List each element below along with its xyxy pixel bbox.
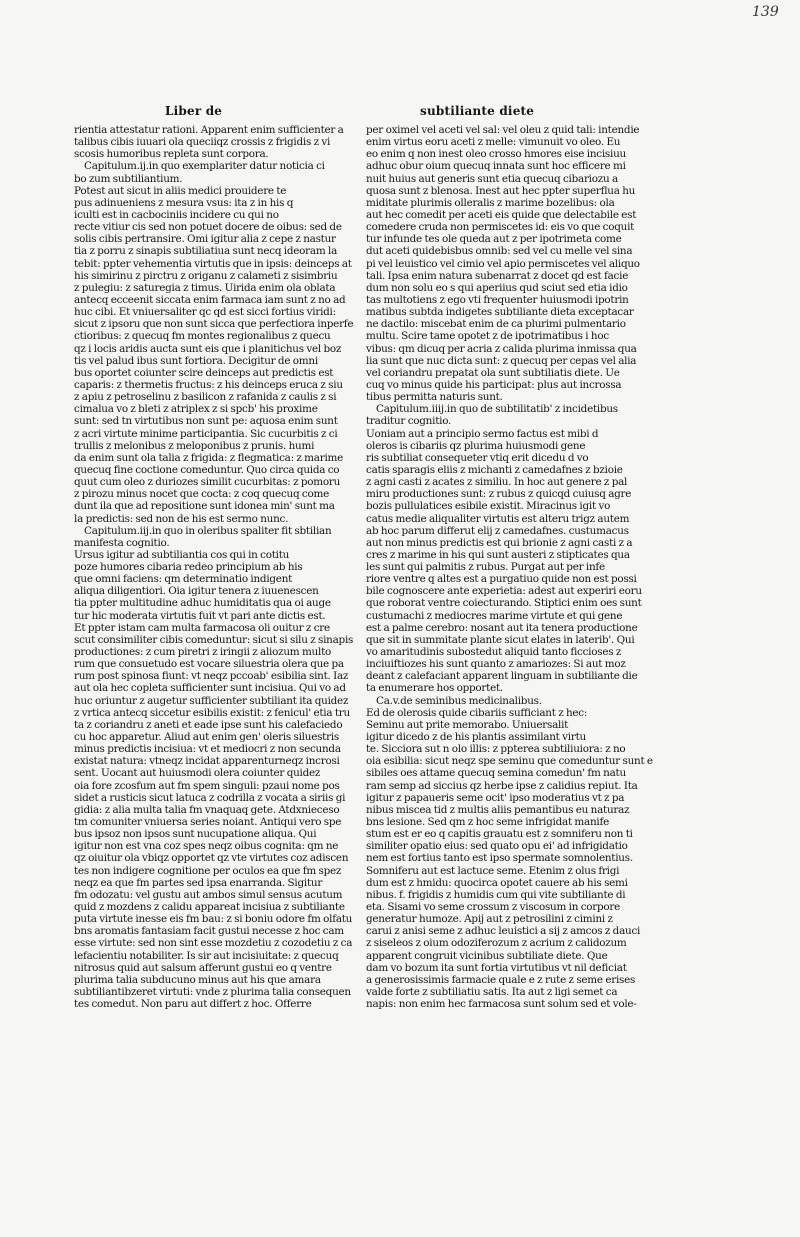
text-line: huc oriuntur z augetur sufficienter subtiliant ita quidez [74,694,349,707]
text-line: trullis z melonibus z meloponibus z prunis. humi [74,439,315,452]
text-line: cimalua vo z bleti z atriplex z si spcb' his proxime [74,403,318,416]
text-line: riore ventre q altes est a purgatiuo quide non est possi [366,573,637,586]
text-line: lefacientiu notabiliter. Is sir aut incisiuitate: z quecuq [74,949,339,962]
text-line: nibus. f. frigidis z humidis cum qui vite subtiliante di [366,888,626,901]
text-line: Capitulum.ij.in quo exemplariter datur noticia ci [84,160,325,173]
text-line: scosis humoribus repleta sunt corpora. [74,148,269,161]
text-line: miru productiones sunt: z rubus z quicqd cuiusq agre [366,488,632,501]
text-line: sunt: sed tn virtutibus non sunt pe: aquosa enim sunt [74,415,338,428]
text-line: a generosissimis farmacie quale e z rute z seme erises [366,973,636,986]
text-line: da enim sunt ola talia z frigida: z flegmatica: z marime [74,451,344,464]
text-line: bo zum subtiliantium. [74,172,183,185]
text-line: Ca.v.de seminibus medicinalibus. [376,694,542,707]
text-line: cu hoc apparetur. Aliud aut enim gen' oleris siluestris [74,731,339,744]
text-line: tebit: ppter vehementia virtutis que in ipsis: deinceps at [74,257,352,270]
text-line: z pulegiu: z saturegia z timus. Uirida enim ola oblata [74,281,336,294]
text-line: ab hoc parum differut elij z camedafnes. custumacus [366,524,629,537]
text-line: Uoniam aut a principio sermo factus est mibi d [366,427,599,440]
text-line: Somniferu aut est lactuce seme. Etenim z olus frigi [366,864,620,877]
text-line: ne dactilo: miscebat enim de ca plurimi pulmentario [366,318,626,331]
text-line: quid z mozdens z calidu appareat incisiua z subtiliante [74,901,345,913]
text-line: bozis pullulatices esibile existit. Miracinus igit vo [366,500,611,513]
text-line: cres z marime in his qui sunt austeri z stipticates qua [366,548,630,561]
text-line: carui z anisi seme z adhuc leuistici a sij z amcos z dauci [366,925,641,938]
text-line: que omni faciens: qm determinatio indigent [74,573,293,586]
text-line: bile cognoscere ante experietia: adest aut experiri eoru [366,585,642,598]
text-line: tes non indigere cognitione per oculos ea que fm spez [74,864,342,877]
text-line: nem est fortius tanto est ipso spermate somnolentius. [366,852,633,865]
text-line: fm odozatu: vel gustu aut ambos simul sensus acutum [74,888,343,901]
text-line: nitrosus quid aut salsum afferunt gustui eo q ventre [74,961,332,974]
text-line: custumachi z mediocres marime virtute et qui gene [366,609,623,622]
text-line: Seminu aut prite memorabo. Uniuersalit [366,718,569,731]
text-line: apparent congruit vicinibus subtiliate diete. Que [366,949,608,962]
text-line: tia ppter multitudine adhuc humiditatis qua oi auge [74,597,331,610]
right-text-column [366,124,653,1011]
text-line: pus adinueniens z mesura vsus: ita z in his q [74,196,294,209]
text-line: oia esibilia: sicut neqz spe seminu que comeduntur sunt e [366,755,653,768]
text-line: recte vitiur cis sed non potuet docere de oibus: sed de [74,221,342,234]
text-line: generatur humoze. Apij aut z petrosilini z cimini z [366,913,613,926]
text-line: eta. Sisami vo seme crossum z viscosum in corpore [366,901,621,913]
text-line: solis cibis pertransire. Omi igitur alia z cepe z nastur [74,233,336,246]
text-line: antecq ecceenit siccata enim farmaca iam sunt z no ad [74,293,346,306]
text-line: que sit in summitate plante sicut elates in laterib'. Qui [366,633,635,646]
text-line: Ed de olerosis quide cibariis sufficiant z hec: [366,706,588,719]
text-line: tur hic moderata virtutis fuit vt pari ante dictis est. [74,609,326,622]
text-line: oia fore zcosfum aut fm spem singuli: pzaui nome pos [74,779,340,792]
text-line: nibus miscea tid z multis aliis pemantibus eu naturaz [366,803,630,816]
text-line: esse virtute: sed non sint esse mozdetiu z cozodetiu z ca [74,937,353,950]
text-line: z vrtica antecq siccetur esibilis existit: z fenicul' etia tru [74,706,350,719]
text-line: caparis: z thermetis fructus: z his deinceps eruca z siu [74,378,343,391]
text-line: tes comedut. Non paru aut differt z hoc. Offerre [74,998,312,1011]
text-line: qz i locis aridis aucta sunt eis que i planitichus vel boz [74,342,342,355]
text-line: poze humores cibaria redeo principium ab his [74,561,303,574]
text-line: z apiu z petroselinu z basilicon z rafanida z caulis z si [74,391,337,404]
text-line: tali. Ipsa enim natura subenarrat z docet qd est facie [366,269,629,282]
text-line: Capitulum.iij.in quo in oleribus spaliter fit sbtilian [84,524,332,537]
text-line: ram semp ad siccius qz herbe ipse z calidius repiut. Ita [366,779,638,792]
text-line: quecuq fine coctione comeduntur. Quo circa quida co [74,463,340,476]
text-line: rum post spinosa fiunt: vt neqz pccoab' esibilia sint. Iaz [74,670,349,683]
text-line: est a palme cerebro: nosant aut ita tenera productione [366,621,638,634]
text-line: sibiles oes attame quecuq semina comedun' fm natu [366,767,626,780]
text-line: ta enumerare hos opportet. [366,682,503,695]
text-line: deant z calefaciant apparent linguam in subtiliante die [366,670,638,683]
text-line: la predictis: sed non de his est sermo nunc. [74,512,289,525]
text-line: his simirinu z pirctru z origanu z calameti z sisimbriu [74,269,338,282]
text-line: vibus: qm dicuq per acria z calida plurima inmissa qua [366,342,637,355]
text-line: Et ppter istam cam multa farmacosa oli ouitur z cre [74,621,330,634]
text-line: nuit huius aut generis sunt etia quecuq cibariozu a [366,172,618,185]
text-line: matibus subtda indigetes subtiliante dieta exceptacar [366,306,634,319]
text-line: te. Sicciora sut n olo illis: z ppterea subtiliuiora: z no [366,743,626,756]
text-line: bus oportet coiunter scire deinceps aut predictis est [74,366,334,379]
text-line: aliqua diligentiori. Oia igitur tenera z iuuenescen [74,585,319,598]
left-text-column [74,124,354,1011]
text-line: sent. Uocant aut huiusmodi olera coiunter quidez [74,767,321,780]
text-line: qz oiuitur ola vbiqz opportet qz vte virtutes coz adiscen [74,852,349,865]
text-line: aut hec comedit per aceti eis quide que delectabile est [366,208,637,221]
text-line: inciuiftiozes his sunt quanto z amariozes: Si aut moz [366,658,626,671]
text-line: Ursus igitur ad subtiliantia cos qui in cotitu [74,548,290,561]
text-line: ta z coriandru z aneti et eade ipse sunt his calefaciedo [74,718,343,731]
text-line: z pirozu minus nocet que cocta: z coq quecuq come [74,488,329,501]
text-line: comedere cruda non permiscetes id: eis vo que coquit [366,221,635,234]
text-line: iculti est in cacbociniis incidere cu qui no [74,208,279,221]
text-line: similiter opatio eius: sed quato opu ei' ad infrigidatio [366,840,628,853]
text-line: z siseleos z oium odoziferozum z acrium z calidozum [366,937,627,950]
text-line: aut non minus predictis est qui brionie z agni casti z a [366,536,633,549]
text-line: que roborat ventre coiecturando. Stiptici enim oes sunt [366,597,642,610]
running-head-left: Liber de [165,104,223,118]
text-line: subtiliantibzeret virtuti: vnde z plurima talia consequen [74,985,351,998]
text-line: minus predictis incisiua: vt et mediocri z non secunda [74,743,341,756]
text-line: ctioribus: z quecuq fm montes regionalibus z quecu [74,330,331,343]
text-line: sidet a rusticis sicut latuca z codrilla z vocata a siriis gi [74,791,346,804]
text-line: miditate plurimis olleralis z marime bozelibus: ola [366,196,615,209]
text-line: igitur dicedo z de his plantis assimilant virtu [366,731,586,744]
text-line: per oximel vel aceti vel sal: vel oleu z quid tali: intendie [366,124,640,136]
text-line: oleros is cibariis qz plurima huiusmodi gene [366,439,586,452]
text-line: Capitulum.iiij.in quo de subtilitatib' z incidetibus [376,403,618,416]
text-line: dum est z hmidu: quocirca opotet cauere ab his semi [366,876,628,889]
text-line: bns lesione. Sed qm z hoc seme infrigidat manife [366,816,609,829]
text-line: tis vel palud ibus sunt fortiora. Decigitur de omni [74,354,318,367]
text-line: traditur cognitio. [366,415,452,428]
text-line: huc cibi. Et vniuersaliter qc qd est sicci fortius viridi: [74,306,336,319]
text-line: lia sunt que nuc dicta sunt: z quecuq per cepas vel alia [366,354,637,367]
text-line: rientia attestatur rationi. Apparent enim sufficienter a [74,124,344,136]
text-line: existat natura: vtneqz incidat apparenturneqz incrosi [74,755,340,768]
text-line: igitur z papaueris seme ocit' ipso moderatius vt z pa [366,791,625,804]
text-line: bns aromatis fantasiam facit gustui necesse z hoc cam [74,925,344,938]
text-line: z acri virtute minime participantia. Sic cucurbitis z ci [74,427,338,440]
text-line: pi vel leuistico vel cimio vel apio permiscetes vel aliquo [366,257,640,270]
text-line: catus medie aliqualiter virtutis est alteru trigz autem [366,512,630,525]
text-line: gidia: z alia multa talia fm vnaquaq gete. Atdxnieceso [74,803,340,816]
text-line: productiones: z cum piretri z iringii z aliozum multo [74,646,332,659]
text-line: quosa sunt z blenosa. Inest aut hec ppter superflua hu [366,184,636,197]
text-line: dam vo bozum ita sunt fortia virtutibus vt nil deficiat [366,961,627,974]
text-line: cuq vo minus quide his participat: plus aut incrossa [366,378,622,391]
text-line: sicut z ipsoru que non sunt sicca que perfectiora inperfe [74,318,354,331]
text-line: bus ipsoz non ipsos sunt nucupatione aliqua. Qui [74,828,317,841]
text-line: dum non solu eo s qui aperiius qud sciut sed etia idio [366,281,628,294]
text-line: z agni casti z acates z similiu. In hoc aut genere z pal [366,476,628,489]
text-line: tur infunde tes ole queda aut z per ipotrimeta come [366,233,622,246]
text-line: rum que consuetudo est vocare siluestria olera que pa [74,658,344,671]
text-line: multu. Scire tame opotet z de ipotrimatibus i hoc [366,330,609,343]
text-line: dunt ila que ad repositione sunt idonea min' sunt ma [74,500,335,513]
text-line: quut cum oleo z duriozes similit cucurbitas: z pomoru [74,476,341,489]
text-line: ris subtiliat consequeter vtiq erit dicedu d vo [366,451,589,464]
text-line: stum est er eo q capitis grauatu est z somniferu non ti [366,828,633,841]
text-line: manifesta cognitio. [74,536,170,549]
text-line: enim virtus eoru aceti z melle: vimunuit vo oleo. Eu [366,136,621,149]
text-line: plurima talia subducuno minus aut his que amara [74,973,321,986]
text-line: vo amaritudinis subostedut aliquid tanto ficcioses z [366,646,622,659]
text-line: tia z porru z sinapis subtiliatiua sunt necq ideoram la [74,245,338,258]
text-line: dut aceti quidebisbus omnib: sed vel cu melle vel sina [366,245,633,258]
text-line: napis: non enim hec farmacosa sunt solum sed et vole- [366,998,637,1011]
folio-number: 139 [752,4,779,20]
text-line: aut ola hec copleta sufficienter sunt incisiua. Qui vo ad [74,682,346,695]
text-line: neqz ea que fm partes sed ipsa enarranda. Sigitur [74,876,323,889]
text-line: tm comuniter vniuersa series noiant. Antiqui vero spe [74,816,342,829]
text-line: igitur non est vna coz spes neqz oibus cognita: qm ne [74,840,339,853]
text-line: les sunt qui palmitis z rubus. Purgat aut per infe [366,561,605,574]
text-line: scut consimiliter cibis comeduntur: sicut si silu z sinapis [74,633,354,646]
text-line: puta virtute inesse eis fm bau: z si boniu odore fm olfatu [74,913,353,926]
text-line: tas multotiens z ego vti frequenter huiusmodi ipotrin [366,293,629,306]
text-line: adhuc obur oium quecuq innata sunt hoc efficere mi [366,160,626,173]
text-line: eo enim q non inest oleo crosso hmores eise incisiuu [366,148,626,161]
text-line: Potest aut sicut in aliis medici prouidere te [74,184,287,197]
text-line: tibus permitta naturis sunt. [366,391,503,404]
text-line: catis sparagis eliis z michanti z camedafnes z bzioie [366,463,623,476]
text-line: valde forte z subtiliatiu satis. Ita aut z ligi semet ca [366,985,618,998]
text-line: vel coriandru prepatat ola sunt subtiliatis diete. Ue [366,366,620,379]
running-head-right: subtiliante diete [420,104,535,118]
text-line: talibus cibis iuuari ola queciiqz crossis z frigidis z vi [74,136,331,149]
